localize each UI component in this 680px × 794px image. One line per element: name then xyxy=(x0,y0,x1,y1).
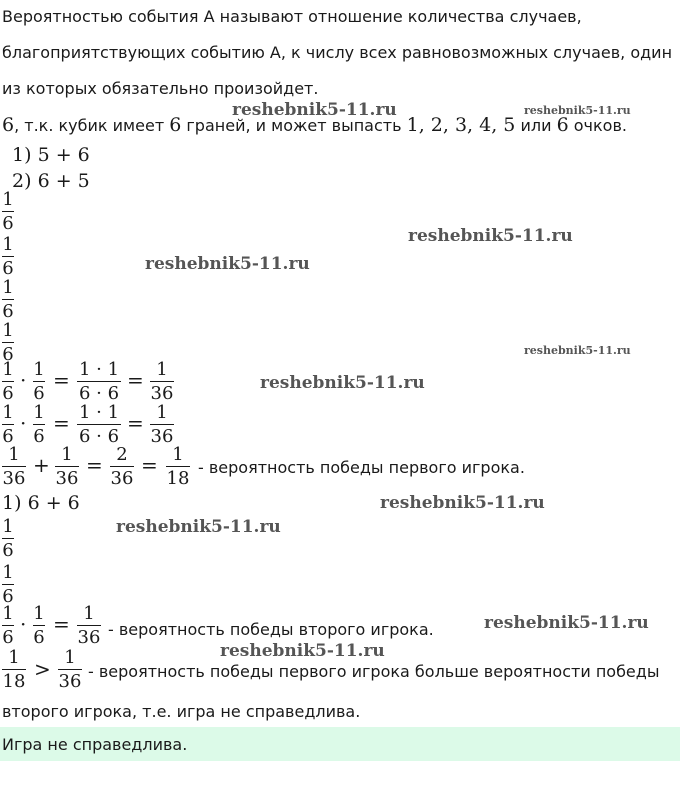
watermark: reshebnik5-11.ru xyxy=(380,493,545,513)
operator-dot: · xyxy=(20,368,27,392)
watermark: reshebnik5-11.ru xyxy=(220,641,385,661)
second-player-probability-text: - вероятность победы второго игрока. xyxy=(108,620,434,639)
fraction-one-sixth: 1 6 xyxy=(2,320,14,366)
definition-line-1: Вероятностью события А называют отношение количества случаев, xyxy=(2,7,582,26)
operator-dot: · xyxy=(20,411,27,435)
fraction-product: 1 · 1 6 · 6 xyxy=(78,359,120,405)
operator-equals: = xyxy=(53,612,70,636)
fraction-one-eighteenth: 1 18 xyxy=(2,647,26,693)
fraction-one-eighteenth: 1 18 xyxy=(166,444,190,490)
operator-equals: = xyxy=(141,453,158,477)
fraction-one-sixth: 1 6 xyxy=(33,603,45,649)
comparison-text-line-2: второго игрока, т.е. игра не справедлива. xyxy=(2,702,361,721)
operator-plus: + xyxy=(33,453,50,477)
dice-text-3: или xyxy=(515,116,557,135)
case-expression: 6 + 6 xyxy=(27,492,80,514)
operator-equals: = xyxy=(53,368,70,392)
fraction-one-sixth: 1 6 xyxy=(2,402,14,448)
dice-number: 6 xyxy=(556,114,569,136)
fraction-one-thirtysixth: 1 36 xyxy=(77,603,101,649)
operator-equals: = xyxy=(86,453,103,477)
watermark: reshebnik5-11.ru xyxy=(524,344,631,357)
case-label: 2) xyxy=(12,170,32,192)
watermark: reshebnik5-11.ru xyxy=(116,517,281,537)
dice-number: 6 xyxy=(2,114,15,136)
fraction-one-sixth: 1 6 xyxy=(2,516,14,562)
fraction-one-sixth: 1 6 xyxy=(2,603,14,649)
fraction-one-sixth: 1 6 xyxy=(33,402,45,448)
case-item xyxy=(12,170,90,192)
dice-number: 6 xyxy=(169,114,182,136)
watermark: reshebnik5-11.ru xyxy=(484,613,649,633)
case-label: 1) xyxy=(2,492,22,514)
case-expression: 5 + 6 xyxy=(37,144,90,166)
case-item xyxy=(12,144,90,166)
fraction-one-sixth: 1 6 xyxy=(33,359,45,405)
fraction-two-thirtysixths: 2 36 xyxy=(110,444,134,490)
answer-box xyxy=(0,727,680,761)
first-player-probability-text: - вероятность победы первого игрока. xyxy=(198,458,525,477)
operator-equals: = xyxy=(127,411,144,435)
operator-dot: · xyxy=(20,612,27,636)
operator-equals: = xyxy=(127,368,144,392)
fraction-one-sixth: 1 6 xyxy=(2,562,14,608)
fraction-one-thirtysixth: 1 36 xyxy=(2,444,26,490)
fraction-one-sixth: 1 6 xyxy=(2,359,14,405)
fraction-one-thirtysixth: 1 36 xyxy=(58,647,82,693)
fraction-one-thirtysixth: 1 36 xyxy=(55,444,79,490)
watermark: reshebnik5-11.ru xyxy=(524,104,631,117)
fraction-one-thirtysixth: 1 36 xyxy=(150,359,174,405)
case-item xyxy=(2,492,80,514)
dice-text-4: очков. xyxy=(568,116,627,135)
answer-text: Игра не справедлива. xyxy=(2,735,188,754)
fraction-one-sixth: 1 6 xyxy=(2,189,14,235)
watermark: reshebnik5-11.ru xyxy=(260,373,425,393)
dice-faces: 1, 2, 3, 4, 5 xyxy=(406,114,516,136)
watermark: reshebnik5-11.ru xyxy=(408,226,573,246)
operator-greater-than: > xyxy=(34,657,51,681)
comparison-text-line-1: - вероятность победы первого игрока больше вероятности победы xyxy=(88,662,660,681)
fraction-product: 1 · 1 6 · 6 xyxy=(78,402,120,448)
definition-line-3: из которых обязательно произойдет. xyxy=(2,79,319,98)
dice-text-2: граней, и может выпасть xyxy=(181,116,407,135)
definition-line-2: благоприятствующих событию А, к числу всех равновозможных случаев, один xyxy=(2,43,673,62)
watermark: reshebnik5-11.ru xyxy=(232,100,397,120)
watermark: reshebnik5-11.ru xyxy=(145,254,310,274)
fraction-one-sixth: 1 6 xyxy=(2,277,14,323)
case-label: 1) xyxy=(12,144,32,166)
fraction-one-thirtysixth: 1 36 xyxy=(150,402,174,448)
operator-equals: = xyxy=(53,411,70,435)
dice-text-1: , т.к. кубик имеет xyxy=(14,116,170,135)
fraction-one-sixth: 1 6 xyxy=(2,234,14,280)
case-expression: 6 + 5 xyxy=(37,170,90,192)
